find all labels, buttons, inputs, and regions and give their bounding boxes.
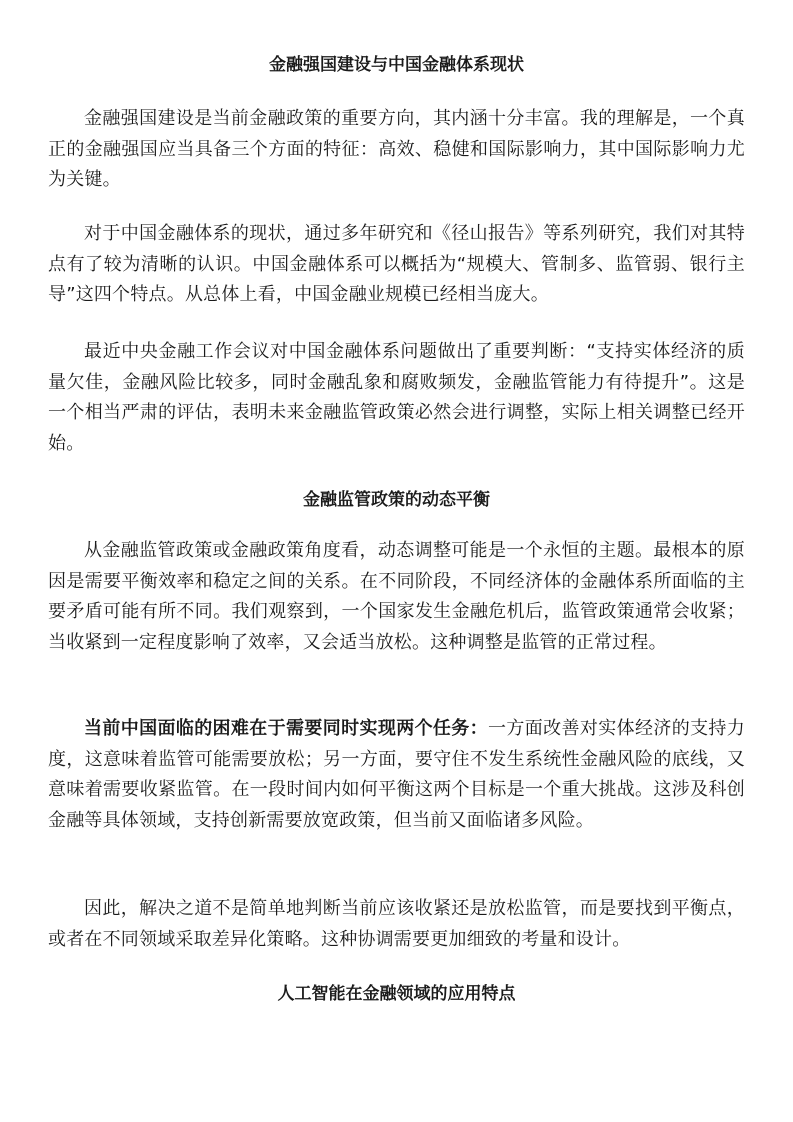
paragraph: 从金融监管政策或金融政策角度看，动态调整可能是一个永恒的主题。最根本的原因是需要平衡效率和稳定之间的关系。在不同阶段，不同经济体的金融体系所面临的主要矛盾可能有所不同。我们观察到，一个国家发生金融危机后，监管政策通常会收紧；当收紧到一定程度影响了效率，又会适当放松。这种调整是监管的正常过程。 — [48, 540, 745, 653]
paragraph: 金融强国建设是当前金融政策的重要方向，其内涵十分丰富。我的理解是，一个真正的金融强国应当具备三个方面的特征：高效、稳健和国际影响力，其中国际影响力尤为关键。 — [48, 108, 745, 190]
emphasis-paragraph — [48, 714, 745, 836]
paragraph: 因此，解决之道不是简单地判断当前应该收紧还是放松监管，而是要找到平衡点，或者在不同领域采取差异化策略。这种协调需要更加细致的考量和设计。 — [48, 898, 745, 950]
section-heading-ai-finance: 人工智能在金融领域的应用特点 — [277, 984, 516, 1004]
paragraph: 最近中央金融工作会议对中国金融体系问题做出了重要判断：“支持实体经济的质量欠佳，金融风险比较多，同时金融乱象和腐败频发，金融监管能力有待提升”。这是一个相当严肃的评估，表明未来金融监管政策必然会进行调整，实际上相关调整已经开始。 — [48, 341, 745, 454]
section-heading-regulatory-balance: 金融监管政策的动态平衡 — [303, 490, 490, 510]
emphasis-lead: 当前中国面临的困难在于需要同时实现两个任务： — [84, 718, 489, 739]
paragraph: 对于中国金融体系的现状，通过多年研究和《径山报告》等系列研究，我们对其特点有了较为清晰的认识。中国金融体系可以概括为“规模大、管制多、监管弱、银行主导”这四个特点。从总体上看，中国金融业规模已经相当庞大。 — [48, 223, 745, 305]
emphasis-rest: 一方面改善对实体经济的支持力度，这意味着监管可能需要放松；另一方面，要守住不发生系统性金融风险的底线，又意味着需要收紧监管。在一段时间内如何平衡这两个目标是一个重大挑战。这涉及科创金融等具体领域，支持创新需要放宽政策，但当前又面临诸多风险。 — [48, 718, 745, 831]
section-heading-financial-power: 金融强国建设与中国金融体系现状 — [269, 55, 524, 75]
